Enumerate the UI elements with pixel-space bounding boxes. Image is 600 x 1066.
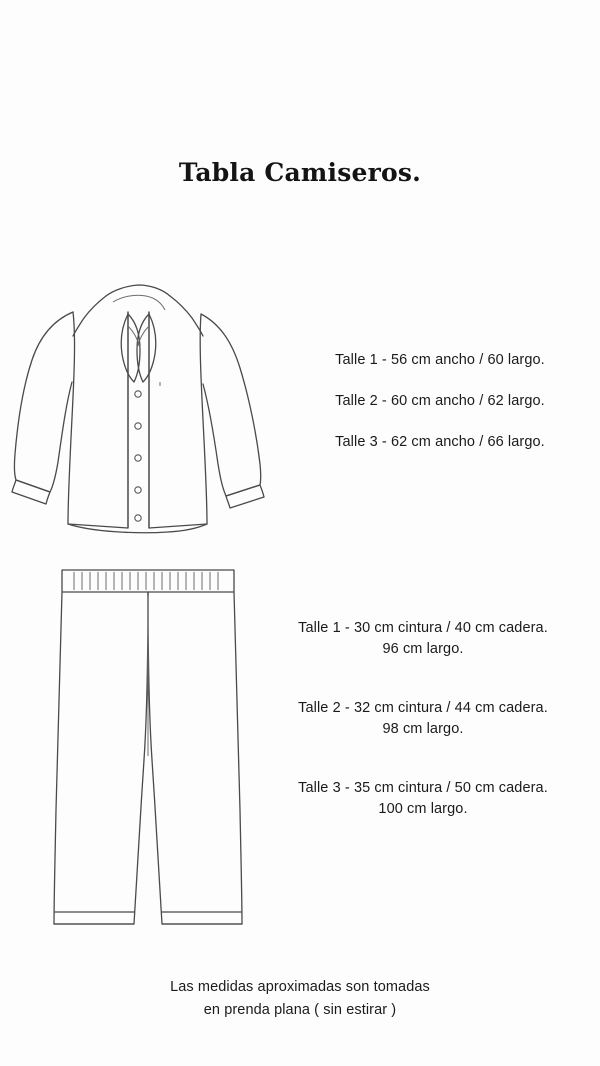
shirt-measurements (290, 352, 590, 475)
pants-measurement-1 (268, 618, 578, 660)
shirt-measurement-3: Talle 3 - 62 cm ancho / 66 largo. (335, 434, 545, 450)
pants-measurement-1-line-2: 96 cm largo. (382, 641, 464, 658)
page-title: Tabla Camiseros. (178, 158, 422, 187)
pants-illustration (48, 560, 248, 940)
pants-measurement-3-line-2: 100 cm largo. (378, 801, 468, 818)
shirt-illustration (10, 278, 280, 568)
pants-measurement-3 (268, 778, 578, 820)
pants-measurement-2-line-2: 98 cm largo. (382, 721, 464, 738)
footnote (0, 976, 600, 1022)
pants-measurement-2-line-1: Talle 2 - 32 cm cintura / 44 cm cadera. (298, 700, 548, 717)
footnote-line-2: en prenda plana ( sin estirar ) (203, 1002, 397, 1019)
pants-measurement-3-line-1: Talle 3 - 35 cm cintura / 50 cm cadera. (298, 780, 548, 797)
pants-measurements (268, 618, 578, 858)
footnote-line-1: Las medidas aproximadas son tomadas (170, 979, 430, 995)
pants-measurement-2 (268, 698, 578, 740)
shirt-measurement-1: Talle 1 - 56 cm ancho / 60 largo. (335, 352, 545, 368)
shirt-measurement-2: Talle 2 - 60 cm ancho / 62 largo. (335, 393, 545, 409)
pants-measurement-1-line-1: Talle 1 - 30 cm cintura / 40 cm cadera. (298, 620, 548, 636)
